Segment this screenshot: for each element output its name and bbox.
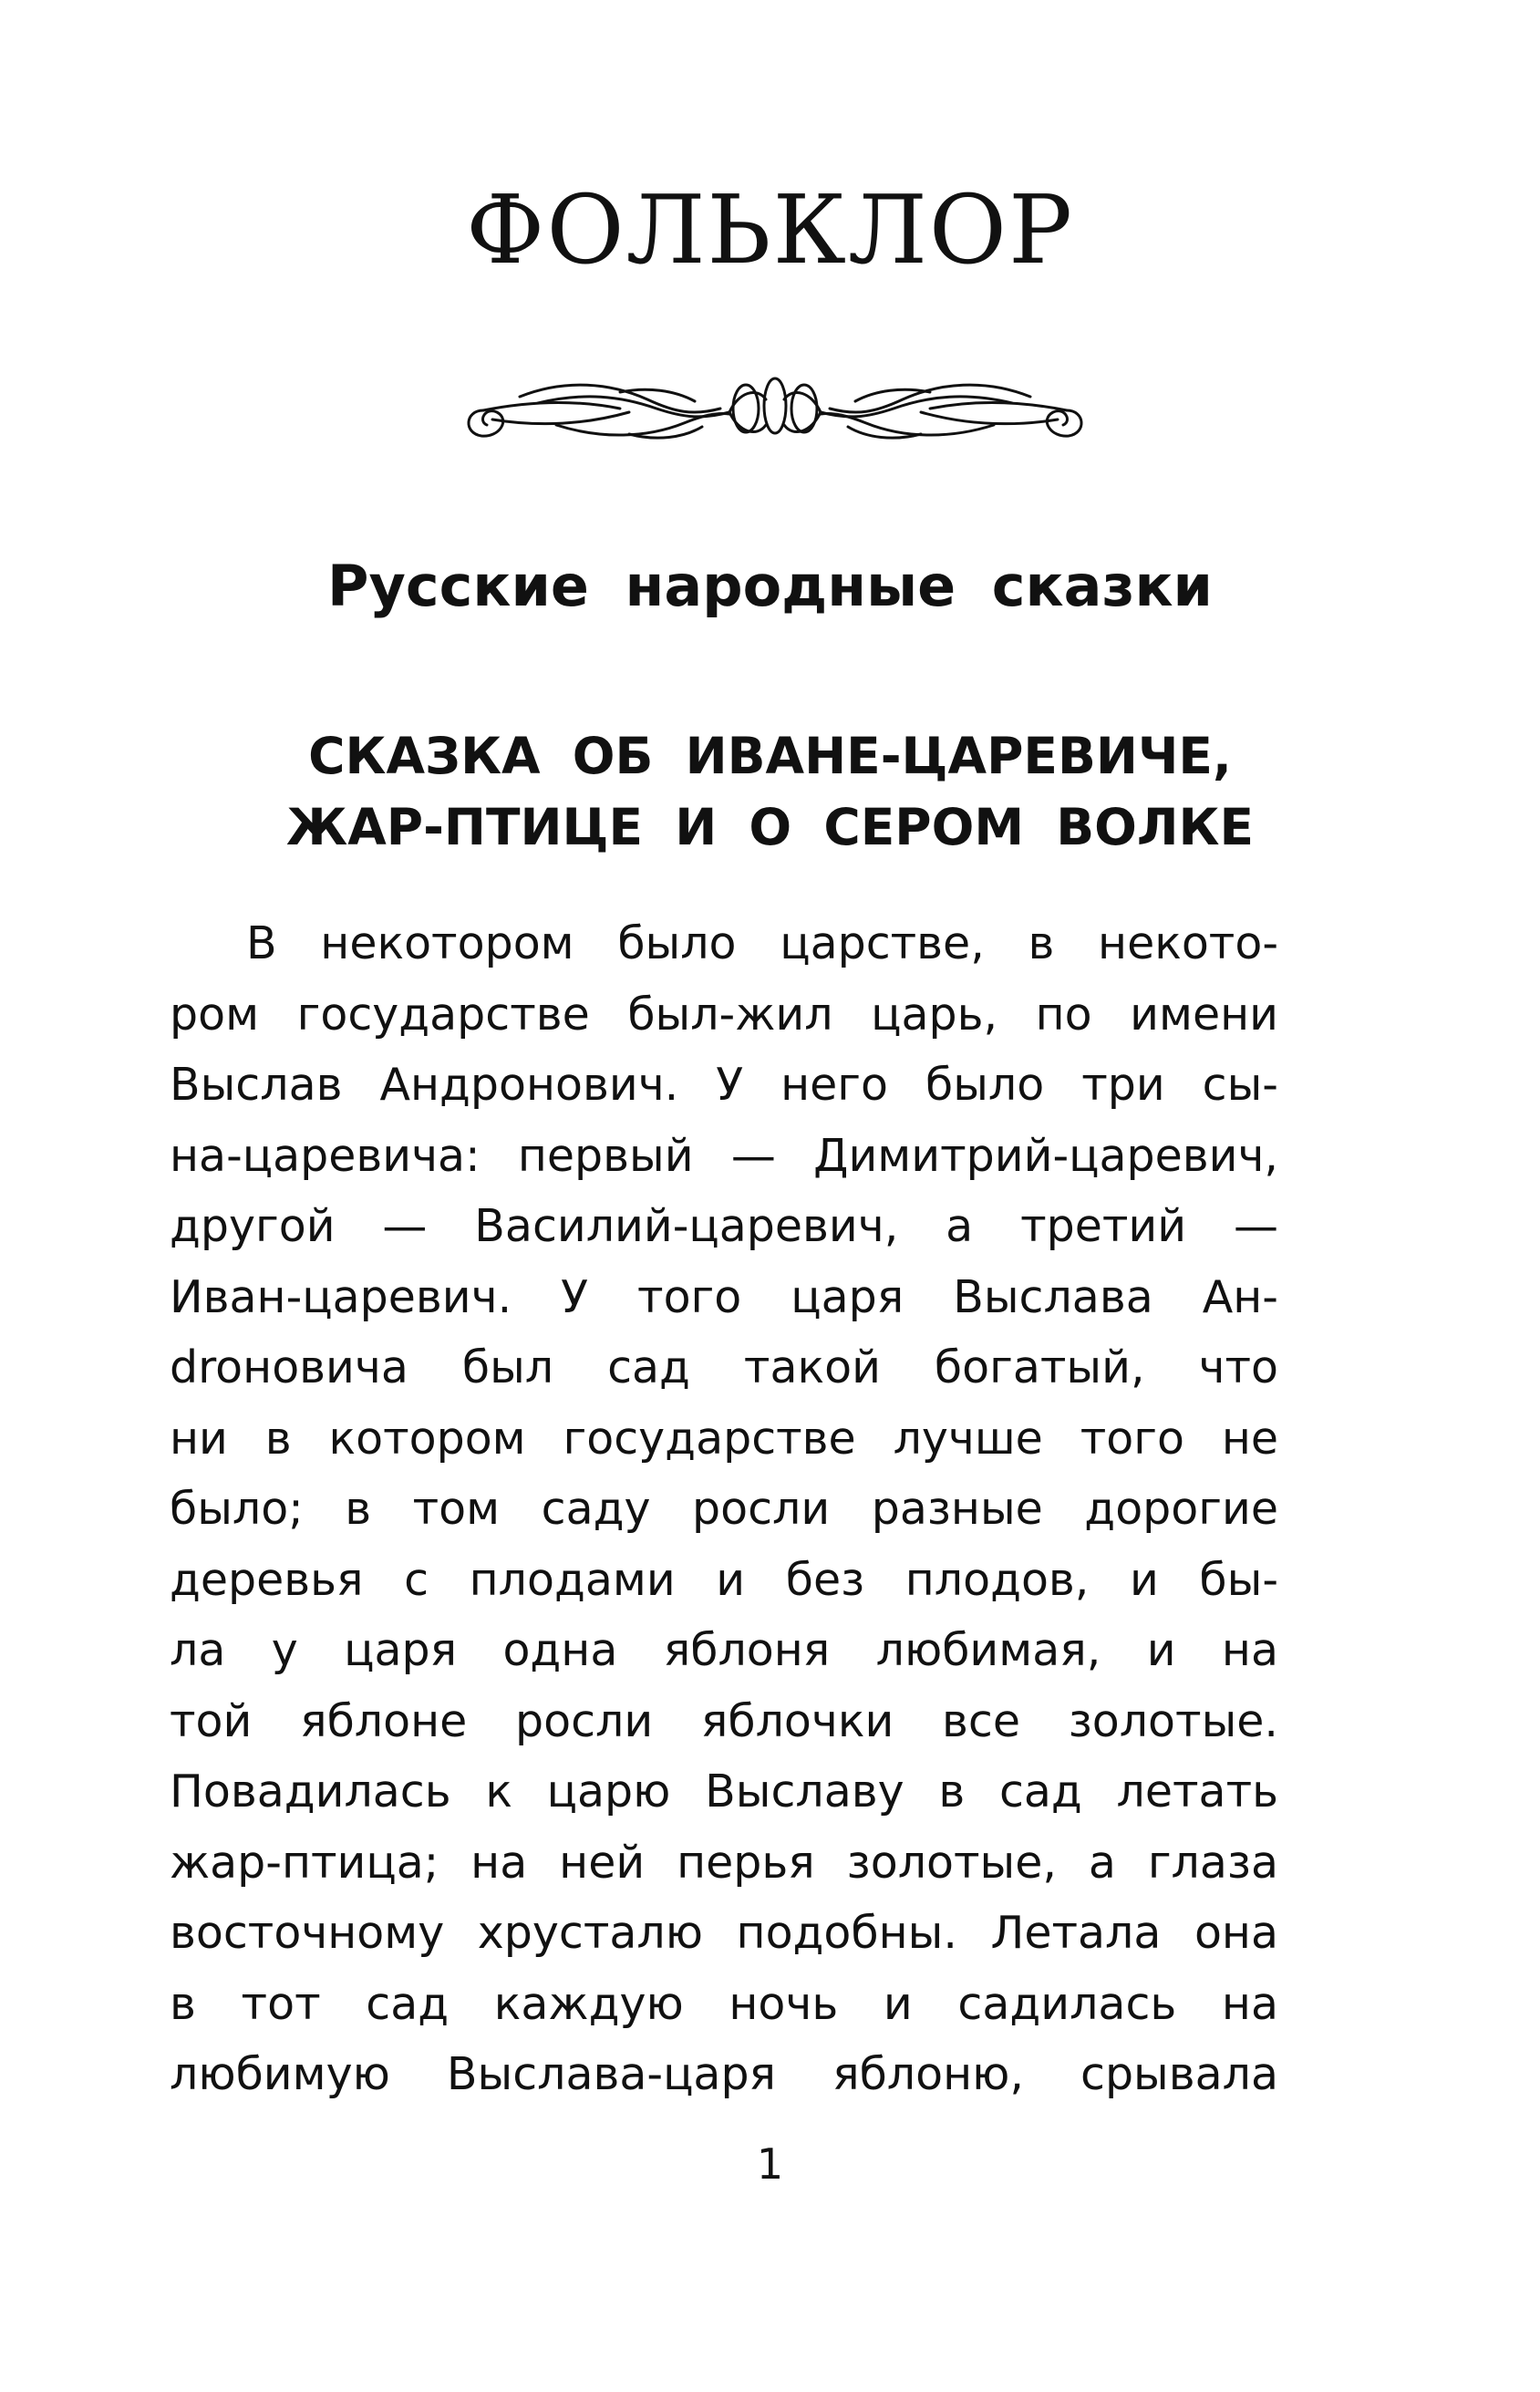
story-body bbox=[170, 908, 1278, 2110]
section-title: ФОЛЬКЛОР bbox=[466, 174, 1074, 285]
body-line: ла у царя одна яблоня любимая, и на bbox=[170, 1624, 1278, 1676]
page-number: 1 bbox=[756, 2139, 784, 2189]
body-line: В некотором было царстве, в некото- bbox=[246, 917, 1278, 969]
body-line: Иван-царевич. У того царя Выслава Ан- bbox=[170, 1270, 1278, 1323]
collection-subtitle: Русские народные сказки bbox=[327, 553, 1213, 619]
body-line: Выслав Андронович. У него было три сы- bbox=[170, 1059, 1278, 1111]
body-line: другой — Василий-царевич, а третий — bbox=[170, 1200, 1278, 1252]
body-line: восточному хрусталю подобны. Летала она bbox=[170, 1907, 1278, 1959]
story-title bbox=[0, 720, 1540, 863]
body-line: было; в том саду росли разные дорогие bbox=[170, 1483, 1278, 1535]
body-line: любимую Выслава-царя яблоню, срывала bbox=[170, 2048, 1278, 2100]
story-title-line-2: ЖАР-ПТИЦЕ И О СЕРОМ ВОЛКЕ bbox=[285, 798, 1255, 856]
body-line: деревья с плодами и без плодов, и бы- bbox=[170, 1553, 1278, 1606]
body-line: жар-птица; на ней перья золотые, а глаза bbox=[170, 1836, 1278, 1889]
body-line: ром государстве был-жил царь, по имени bbox=[170, 988, 1278, 1041]
body-line: в тот сад каждую ночь и садилась на bbox=[170, 1977, 1278, 2030]
body-line: на-царевича: первый — Димитрий-царевич, bbox=[170, 1129, 1278, 1182]
body-line: той яблоне росли яблочки все золотые. bbox=[170, 1694, 1278, 1747]
body-line: ни в котором государстве лучше того не bbox=[170, 1412, 1278, 1465]
body-line: droновича был сад такой богатый, что bbox=[170, 1341, 1278, 1393]
story-title-line-1: СКАЗКА ОБ ИВАНЕ-ЦАРЕВИЧЕ, bbox=[308, 727, 1232, 785]
flourish-divider-icon bbox=[456, 356, 1094, 456]
body-line: Повадилась к царю Выславу в сад летать bbox=[170, 1766, 1278, 1817]
